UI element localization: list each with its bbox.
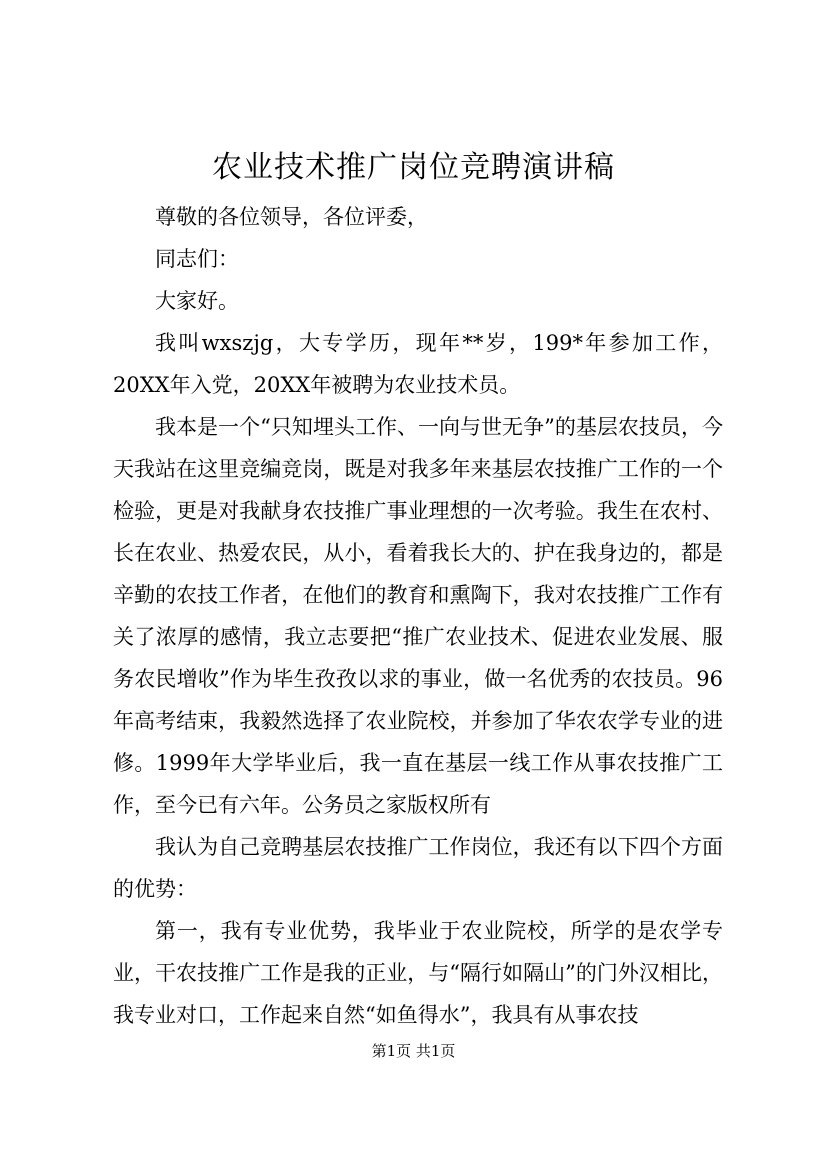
- paragraph-salutation-2: 同志们：: [155, 247, 239, 271]
- document-body: [113, 196, 723, 1036]
- paragraph-advantages-intro: 我认为自己竞聘基层农技推广工作岗位，我还有以下四个方面的优势：: [113, 835, 723, 901]
- document-title: 农业技术推广岗位竞聘演讲稿: [212, 150, 615, 185]
- paragraph-advantage-first: 第一，我有专业优势，我毕业于农业院校，所学的是农学专业，干农技推广工作是我的正业，与“隔行如隔山”的门外汉相比，我专业对口，工作起来自然“如鱼得水”，我具有从事农技: [113, 919, 723, 1027]
- page-footer: 第1页 共1页: [371, 1042, 456, 1060]
- paragraph-greeting: 大家好。: [155, 289, 239, 313]
- paragraph-introduction: 我叫wxszjg，大专学历，现年**岁，199*年参加工作，20XX年入党，20XX年被聘为农业技术员。: [113, 331, 723, 397]
- paragraph-salutation-1: 尊敬的各位领导，各位评委，: [155, 205, 428, 229]
- paragraph-background: 我本是一个“只知埋头工作、一向与世无争”的基层农技员，今天我站在这里竞编竞岗，既是对我多年来基层农技推广工作的一个检验，更是对我献身农技推广事业理想的一次考验。我生在农村、长在农业、热爱农民，从小，看着我长大的、护在我身边的，都是辛勤的农技工作者，在他们的教育和熏陶下，我对农技推广工作有关了浓厚的感情，我立志要把“推广农业技术、促进农业发展、服务农民增收”作为毕生孜孜以求的事业，做一名优秀的农技员。96年高考结束，我毅然选择了农业院校，并参加了华农农学专业的进修。1999年大学毕业后，我一直在基层一线工作从事农技推广工作，至今已有六年。公务员之家版权所有: [113, 415, 723, 817]
